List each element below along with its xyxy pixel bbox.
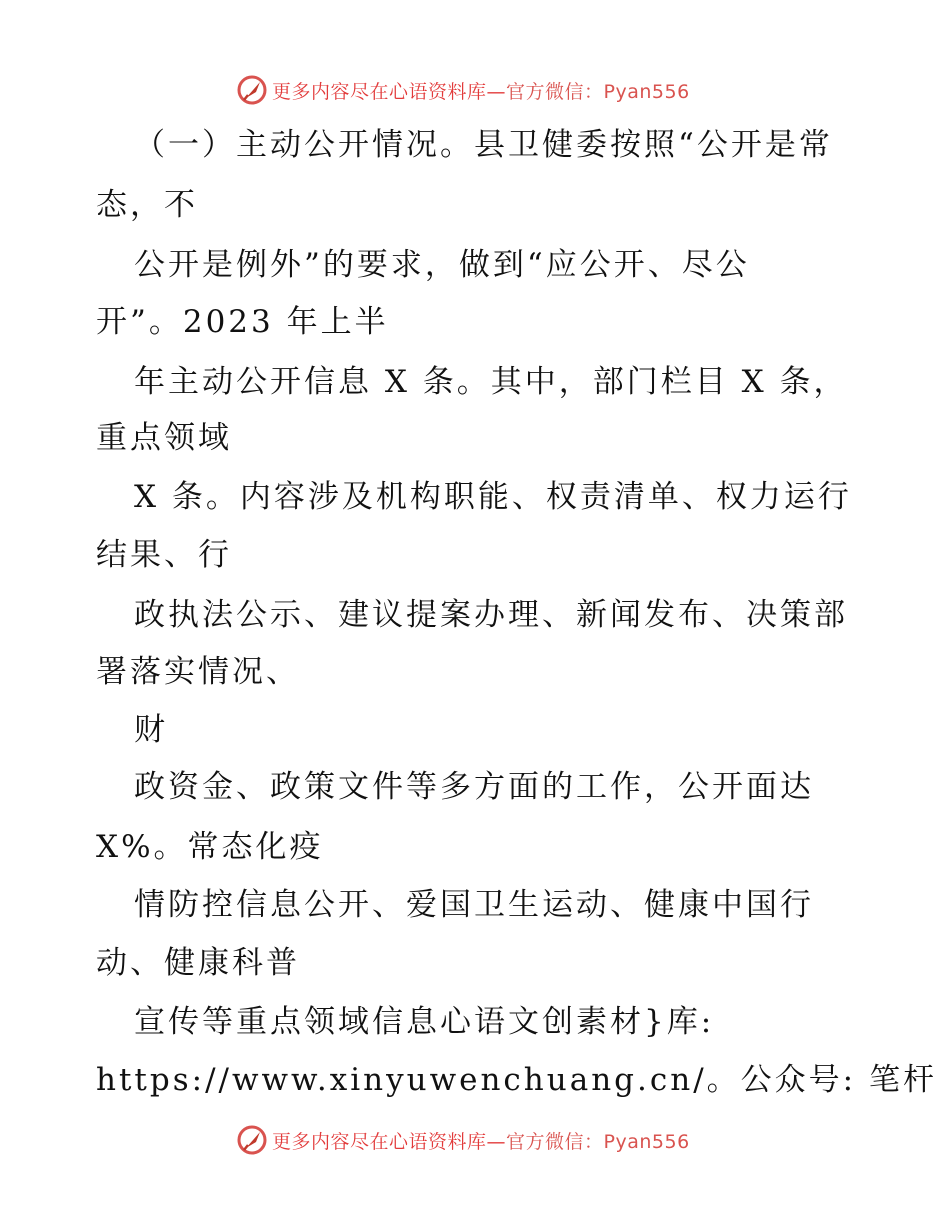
- body-line: 政资金、政策文件等多方面的工作，公开面达: [134, 769, 814, 805]
- body-line: 年主动公开信息 X 条。其中，部门栏目 X 条，: [134, 364, 848, 400]
- watermark-header: [236, 72, 690, 108]
- watermark-footer: [236, 1122, 690, 1158]
- body-line: 结果、行: [96, 537, 232, 573]
- watermark-text: 更多内容尽在心语资料库—官方微信：Pyan556: [272, 1130, 690, 1153]
- body-line: 态，不: [96, 187, 198, 223]
- quill-pen-logo-icon: [236, 74, 268, 106]
- body-line: 政执法公示、建议提案办理、新闻发布、决策部: [134, 597, 848, 633]
- body-line: 动、健康科普: [96, 945, 300, 981]
- body-line: 情防控信息公开、爱国卫生运动、健康中国行: [134, 887, 814, 923]
- body-line: https://www.xinyuwenchuang.cn/。公众号: 笔杆: [96, 1062, 937, 1098]
- body-line: 重点领域: [96, 420, 232, 456]
- quill-pen-logo-icon: [236, 1124, 268, 1156]
- body-line: X%。常态化疫: [96, 829, 324, 865]
- body-line: 署落实情况、: [96, 654, 300, 690]
- body-line: 宣传等重点领域信息心语文创素材}库:: [134, 1004, 715, 1040]
- body-line: 公开是例外”的要求，做到“应公开、尽公: [134, 247, 750, 283]
- body-line: （一）主动公开情况。县卫健委按照“公开是常: [134, 127, 833, 163]
- body-line: 财: [134, 712, 168, 748]
- watermark-text: 更多内容尽在心语资料库—官方微信：Pyan556: [272, 80, 690, 103]
- body-line: X 条。内容涉及机构职能、权责清单、权力运行: [134, 479, 852, 515]
- body-line: 开”。2023 年上半: [96, 304, 389, 340]
